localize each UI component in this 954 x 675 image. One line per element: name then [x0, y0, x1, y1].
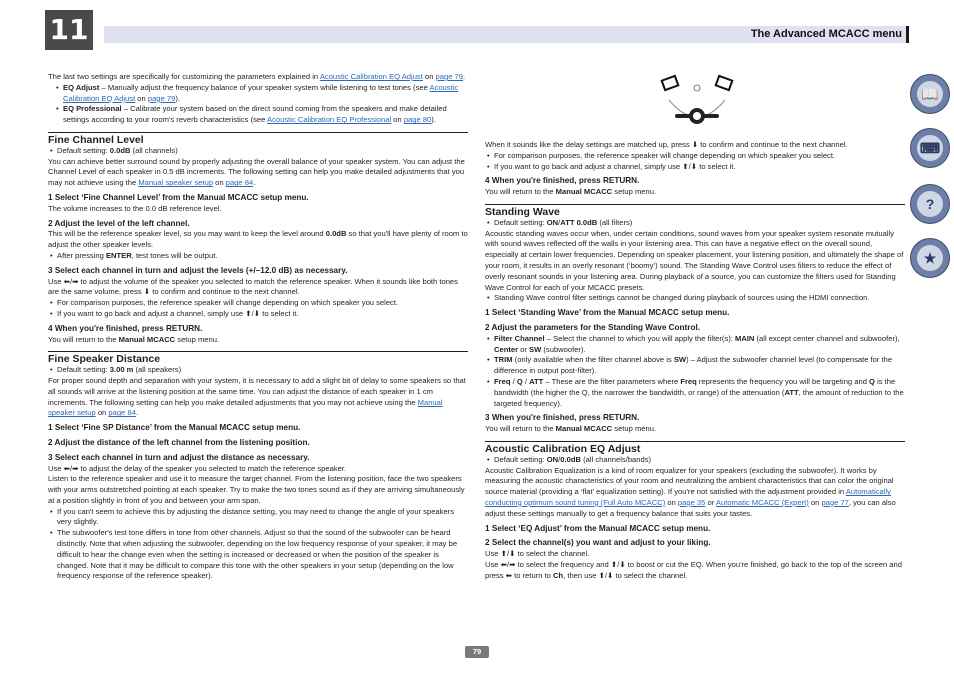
sw-filter-channel-bullet: • Filter Channel – Select the channel to which you will apply the filter(s): MAIN (all except center channel and subwoofer), Center or SW (subwoofer).: [485, 334, 905, 356]
eq-professional-bullet: • EQ Professional – Calibrate your system based on the direct sound coming from the speakers and make detailed settings according to your room's reverb characteristics (see Acoustic Calibration EQ Professional on page 80).: [54, 104, 468, 126]
fcl-step-3-bullet-2: • If you want to go back and adjust a channel, simply use ⬆/⬇ to select it.: [48, 309, 468, 320]
fcl-step-4-body: You will return to the Manual MCACC setup menu.: [48, 334, 220, 344]
fcl-step-3-body: Use ⬅/➡ to adjust the volume of the speaker you selected to match the reference speaker. When it sounds like both tones are the same volume, press ⬇ to confirm and continue to the next channel.: [48, 276, 458, 297]
faq-icon[interactable]: ?: [910, 184, 950, 224]
sw-trim-bullet: • TRIM (only available when the filter channel above is SW) – Adjust the subwoofer channel level (to compensate for the difference in output post-filter).: [485, 355, 905, 377]
fcl-body: You can achieve better surround sound by properly adjusting the overall balance of your speaker system. You can adjust the Channel Level of each speaker in 0.5 dB increments. The following setting can help you make detailed adjustments that you may not achieve using the Manual speaker setup on page 84.: [48, 156, 465, 188]
fcl-step-2-body: This will be the reference speaker level, so you may want to keep the level around 0.0dB so that you'll have plenty of room to adjust the other speaker levels.: [48, 229, 468, 250]
header-title: The Advanced MCACC menu: [750, 28, 902, 40]
book-icon[interactable]: 📖: [910, 74, 950, 114]
fcl-step-3-bullet-1: • For comparison purposes, the reference speaker will change depending on which speaker you select.: [48, 298, 468, 309]
full-auto-mcacc-link[interactable]: Automatically conducting optimum sound tuning (Full Auto MCACC): [485, 487, 891, 507]
fsd-step-3-body-1: Use ⬅/➡ to adjust the delay of the speaker you selected to match the reference speaker.: [48, 463, 347, 473]
ac-step-2: 2 Select the channel(s) you want and adjust to your liking.: [485, 538, 711, 548]
appendix-icon[interactable]: ★: [910, 238, 950, 278]
fine-speaker-distance-heading: Fine Speaker Distance: [48, 353, 161, 366]
fsd-body: For proper sound depth and separation with your system, it is necessary to add a slight bit of delay to some speakers so that all sounds will arrive at the listening position at the same time. You can adjust the distance of each speaker in 1 cm increments. The following setting can help you make detailed adjustments that you may not achieve using the Manual speaker setup on page 84.: [48, 375, 466, 418]
fcl-step-2: 2 Adjust the level of the left channel.: [48, 218, 190, 228]
left-column: [48, 72, 468, 582]
fsd-step-3-bullet-2: • The subwoofer's test tone differs in tone from other channels. Adjust so that the sound of the subwoofer can be heard distinctly. Note that when adjusting the subwoofer, depending on the low frequency response of your speaker, it may be difficult to hear the change even when the setting is increased or decreased or when the position of the speaker is changed. Note that it may be difficult to compare this tone with the other speakers in your setup (depending on the low frequency response of the reference speaker).: [48, 528, 468, 582]
intro-paragraph: The last two settings are specifically for customizing the parameters explained in Acoustic Calibration EQ Adjust on page 79.: [48, 72, 466, 81]
standing-wave-heading: Standing Wave: [485, 205, 560, 218]
page-84-link[interactable]: page 84: [108, 408, 136, 418]
eq-professional-link[interactable]: Acoustic Calibration EQ Professional: [267, 115, 392, 125]
sw-step-3: 3 When you're finished, press RETURN.: [485, 413, 640, 423]
sw-step-1: 1 Select ‘Standing Wave’ from the Manual MCACC setup menu.: [485, 308, 730, 318]
fcl-step-3: 3 Select each channel in turn and adjust the levels (+/–12.0 dB) as necessary.: [48, 265, 348, 275]
fsd-default: • Default setting: 3.00 m (all speakers): [48, 365, 468, 376]
page-number: 79: [465, 646, 489, 658]
speaker-position-diagram: [655, 72, 743, 134]
automatic-mcacc-expert-link[interactable]: Automatic MCACC (Expert): [715, 497, 809, 507]
right-speaker-icon: [716, 76, 733, 90]
fcl-default: • Default setting: 0.0dB (all channels): [48, 146, 468, 157]
sw-default: • Default setting: ON/ATT 0.0dB (all filters): [485, 218, 905, 229]
fcl-step-4: 4 When you're finished, press RETURN.: [48, 323, 203, 333]
delay-bullet-1: • For comparison purposes, the reference speaker will change depending on which speaker you select.: [485, 151, 905, 162]
sw-step-3-body: You will return to the Manual MCACC setup menu.: [485, 424, 657, 434]
eq-adjust-link[interactable]: Acoustic Calibration EQ Adjust: [63, 82, 459, 103]
fsd-step-1: 1 Select ‘Fine SP Distance’ from the Manual MCACC setup menu.: [48, 423, 301, 433]
manual-speaker-setup-link[interactable]: Manual speaker setup: [138, 178, 214, 188]
intro-link[interactable]: Acoustic Calibration EQ Adjust: [319, 72, 423, 81]
remote-icon[interactable]: ⌨: [910, 128, 950, 168]
ac-step-1: 1 Select ‘EQ Adjust’ from the Manual MCACC setup menu.: [485, 523, 711, 533]
sw-step-2: 2 Adjust the parameters for the Standing Wave Control.: [485, 322, 701, 332]
sw-body: Acoustic standing waves occur when, under certain conditions, sound waves from your speaker system resonate mutually with sound waves reflected off the walls in your listening area. This can have a negative effect on the overall sound, especially at certain lower frequencies. Depending on speaker placement, your listening position, and ultimately the shape of your room, it results in an overly resonant (‘boomy’) sound. The Standing Wave Control uses filters to reduce the effect of overly resonant sounds in your listening area. During playback of a source, you can customize the filters used for Standing Wave Control for each of your MCACC presets.: [485, 228, 904, 292]
ac-body: Acoustic Calibration Equalization is a kind of room equalizer for your speakers (excluding the subwoofer). It works by measuring the acoustic characteristics of your room and neutralizing the ambient characteristics that can color the original source material (providing a ‘flat’ equalization setting). If you're not satisfied with the adjustment provided in Automatically conducting optimum sound tuning (Full Auto MCACC) on page 35 or Automatic MCACC (Expert) on page 77, you can also adjust these settings manually to get a frequency balance that suits your tastes.: [485, 465, 896, 518]
manual-speaker-setup-link[interactable]: Manual speaker setup: [48, 397, 443, 418]
sound-point-icon: [694, 85, 700, 91]
left-speaker-icon: [662, 76, 679, 90]
page-77-link[interactable]: page 77: [821, 497, 849, 507]
fine-channel-level-heading: Fine Channel Level: [48, 133, 144, 146]
page-35-link[interactable]: page 35: [677, 497, 706, 507]
delay-body: When it sounds like the delay settings are matched up, press ⬇ to confirm and continue to the next channel.: [485, 140, 848, 149]
chapter-number: 11: [45, 10, 93, 50]
eq-professional-page-link[interactable]: page 80: [403, 115, 432, 125]
fcl-step-2-bullet: • After pressing ENTER, test tones will be output.: [48, 251, 468, 262]
fsd-step-4-body: You will return to the Manual MCACC setup menu.: [485, 187, 657, 197]
right-column: [485, 140, 905, 581]
fsd-step-4: 4 When you're finished, press RETURN.: [485, 176, 640, 186]
ac-step-2-body-1: Use ⬆/⬇ to select the channel.: [485, 549, 590, 559]
sw-freq-bullet: • Freq / Q / ATT – These are the filter parameters where Freq represents the frequency you will be targeting and Q is the bandwidth (the higher the Q, the narrower the bandwidth, or range) of the attenuation (ATT, the amount of reduction to the targeted frequency).: [485, 377, 905, 409]
listener-icon: [677, 108, 717, 124]
ac-default: • Default setting: ON/0.0dB (all channels/bands): [485, 455, 905, 466]
page-84-link[interactable]: page 84: [225, 178, 254, 188]
fsd-step-2: 2 Adjust the distance of the left channel from the listening position.: [48, 437, 310, 447]
intro-page-link[interactable]: page 79: [435, 72, 463, 81]
fcl-step-1: 1 Select ‘Fine Channel Level’ from the Manual MCACC setup menu.: [48, 192, 309, 202]
fcl-step-1-body: The volume increases to the 0.0 dB reference level.: [48, 203, 222, 213]
fsd-step-3-bullet-1: • If you can't seem to achieve this by adjusting the distance setting, you may need to change the angle of your speakers very slightly.: [48, 507, 468, 529]
fsd-step-3-body-2: Listen to the reference speaker and use it to measure the target channel. From the listening position, face the two speakers with your arms outstretched pointing at each speaker. Try to make the two tones sound as if they are arriving simultaneously at a position slightly in front of you and between your arm span.: [48, 474, 465, 505]
eq-adjust-bullet: • EQ Adjust – Manually adjust the frequency balance of your speaker system while listening to test tones (see Acoustic Calibration EQ Adjust on page 79).: [54, 83, 468, 105]
eq-adjust-page-link[interactable]: page 79: [147, 93, 176, 103]
acoustic-calibration-heading: Acoustic Calibration EQ Adjust: [485, 442, 641, 455]
ac-step-2-body-2: Use ⬅/➡ to select the frequency and ⬆/⬇ to boost or cut the EQ. When you're finished, go back to the top of the screen and press ⬅ to return to Ch, then use ⬆/⬇ to select the channel.: [485, 559, 902, 580]
fsd-step-3: 3 Select each channel in turn and adjust the distance as necessary.: [48, 452, 310, 462]
delay-bullet-2: • If you want to go back and adjust a channel, simply use ⬆/⬇ to select it.: [485, 162, 905, 173]
sw-bullet: • Standing Wave control filter settings cannot be changed during playback of sources using the HDMI connection.: [485, 293, 905, 304]
